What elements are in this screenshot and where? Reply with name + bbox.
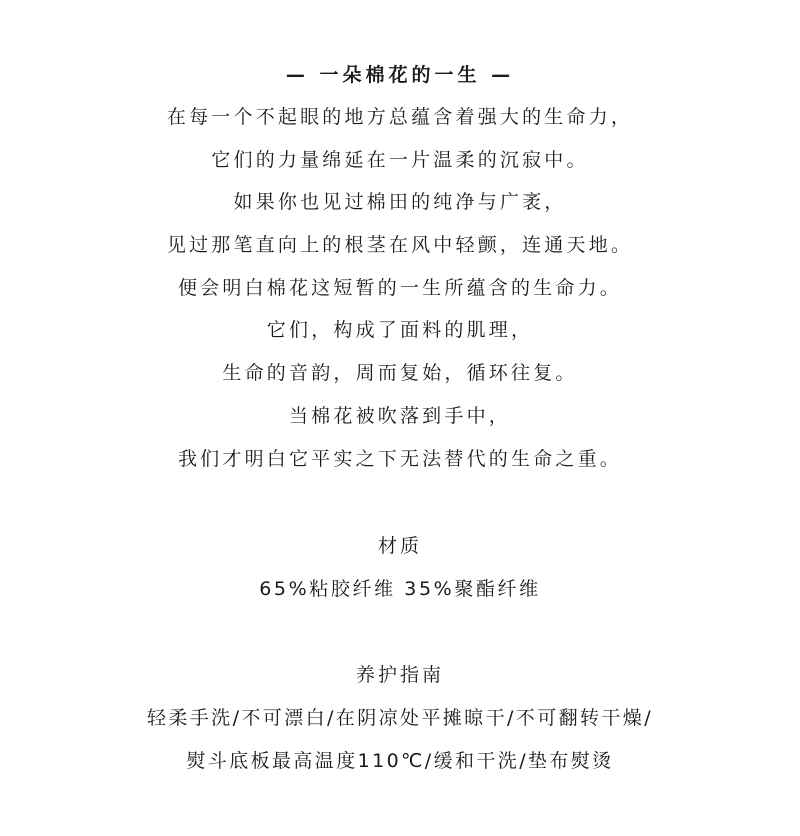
story-line-8: 当棉花被吹落到手中， xyxy=(288,405,511,427)
story-title: — 一朵棉花的一生 — xyxy=(285,64,515,86)
story-line-2: 它们的力量绵延在一片温柔的沉寂中。 xyxy=(211,149,589,171)
care-guide-heading: 养护指南 xyxy=(355,664,444,686)
story-line-7: 生命的音韵，周而复始，循环往复。 xyxy=(222,362,578,384)
story-line-4: 见过那笔直向上的根茎在风中轻颤，连通天地。 xyxy=(166,234,634,256)
care-instructions-line-1: 轻柔手洗/不可漂白/在阴凉处平摊晾干/不可翻转干燥/ xyxy=(146,707,653,729)
story-line-1: 在每一个不起眼的地方总蕴含着强大的生命力， xyxy=(166,106,634,128)
material-composition: 65%粘胶纤维 35%聚酯纤维 xyxy=(259,578,541,600)
story-line-3: 如果你也见过棉田的纯净与广袤， xyxy=(233,191,567,213)
material-heading: 材质 xyxy=(377,535,422,557)
story-line-9: 我们才明白它平实之下无法替代的生命之重。 xyxy=(177,448,622,470)
care-instructions-line-2: 熨斗底板最高温度110℃/缓和干洗/垫布熨烫 xyxy=(186,750,614,772)
story-line-6: 它们，构成了面料的肌理， xyxy=(266,319,534,341)
story-line-5: 便会明白棉花这短暂的一生所蕴含的生命力。 xyxy=(177,277,622,299)
